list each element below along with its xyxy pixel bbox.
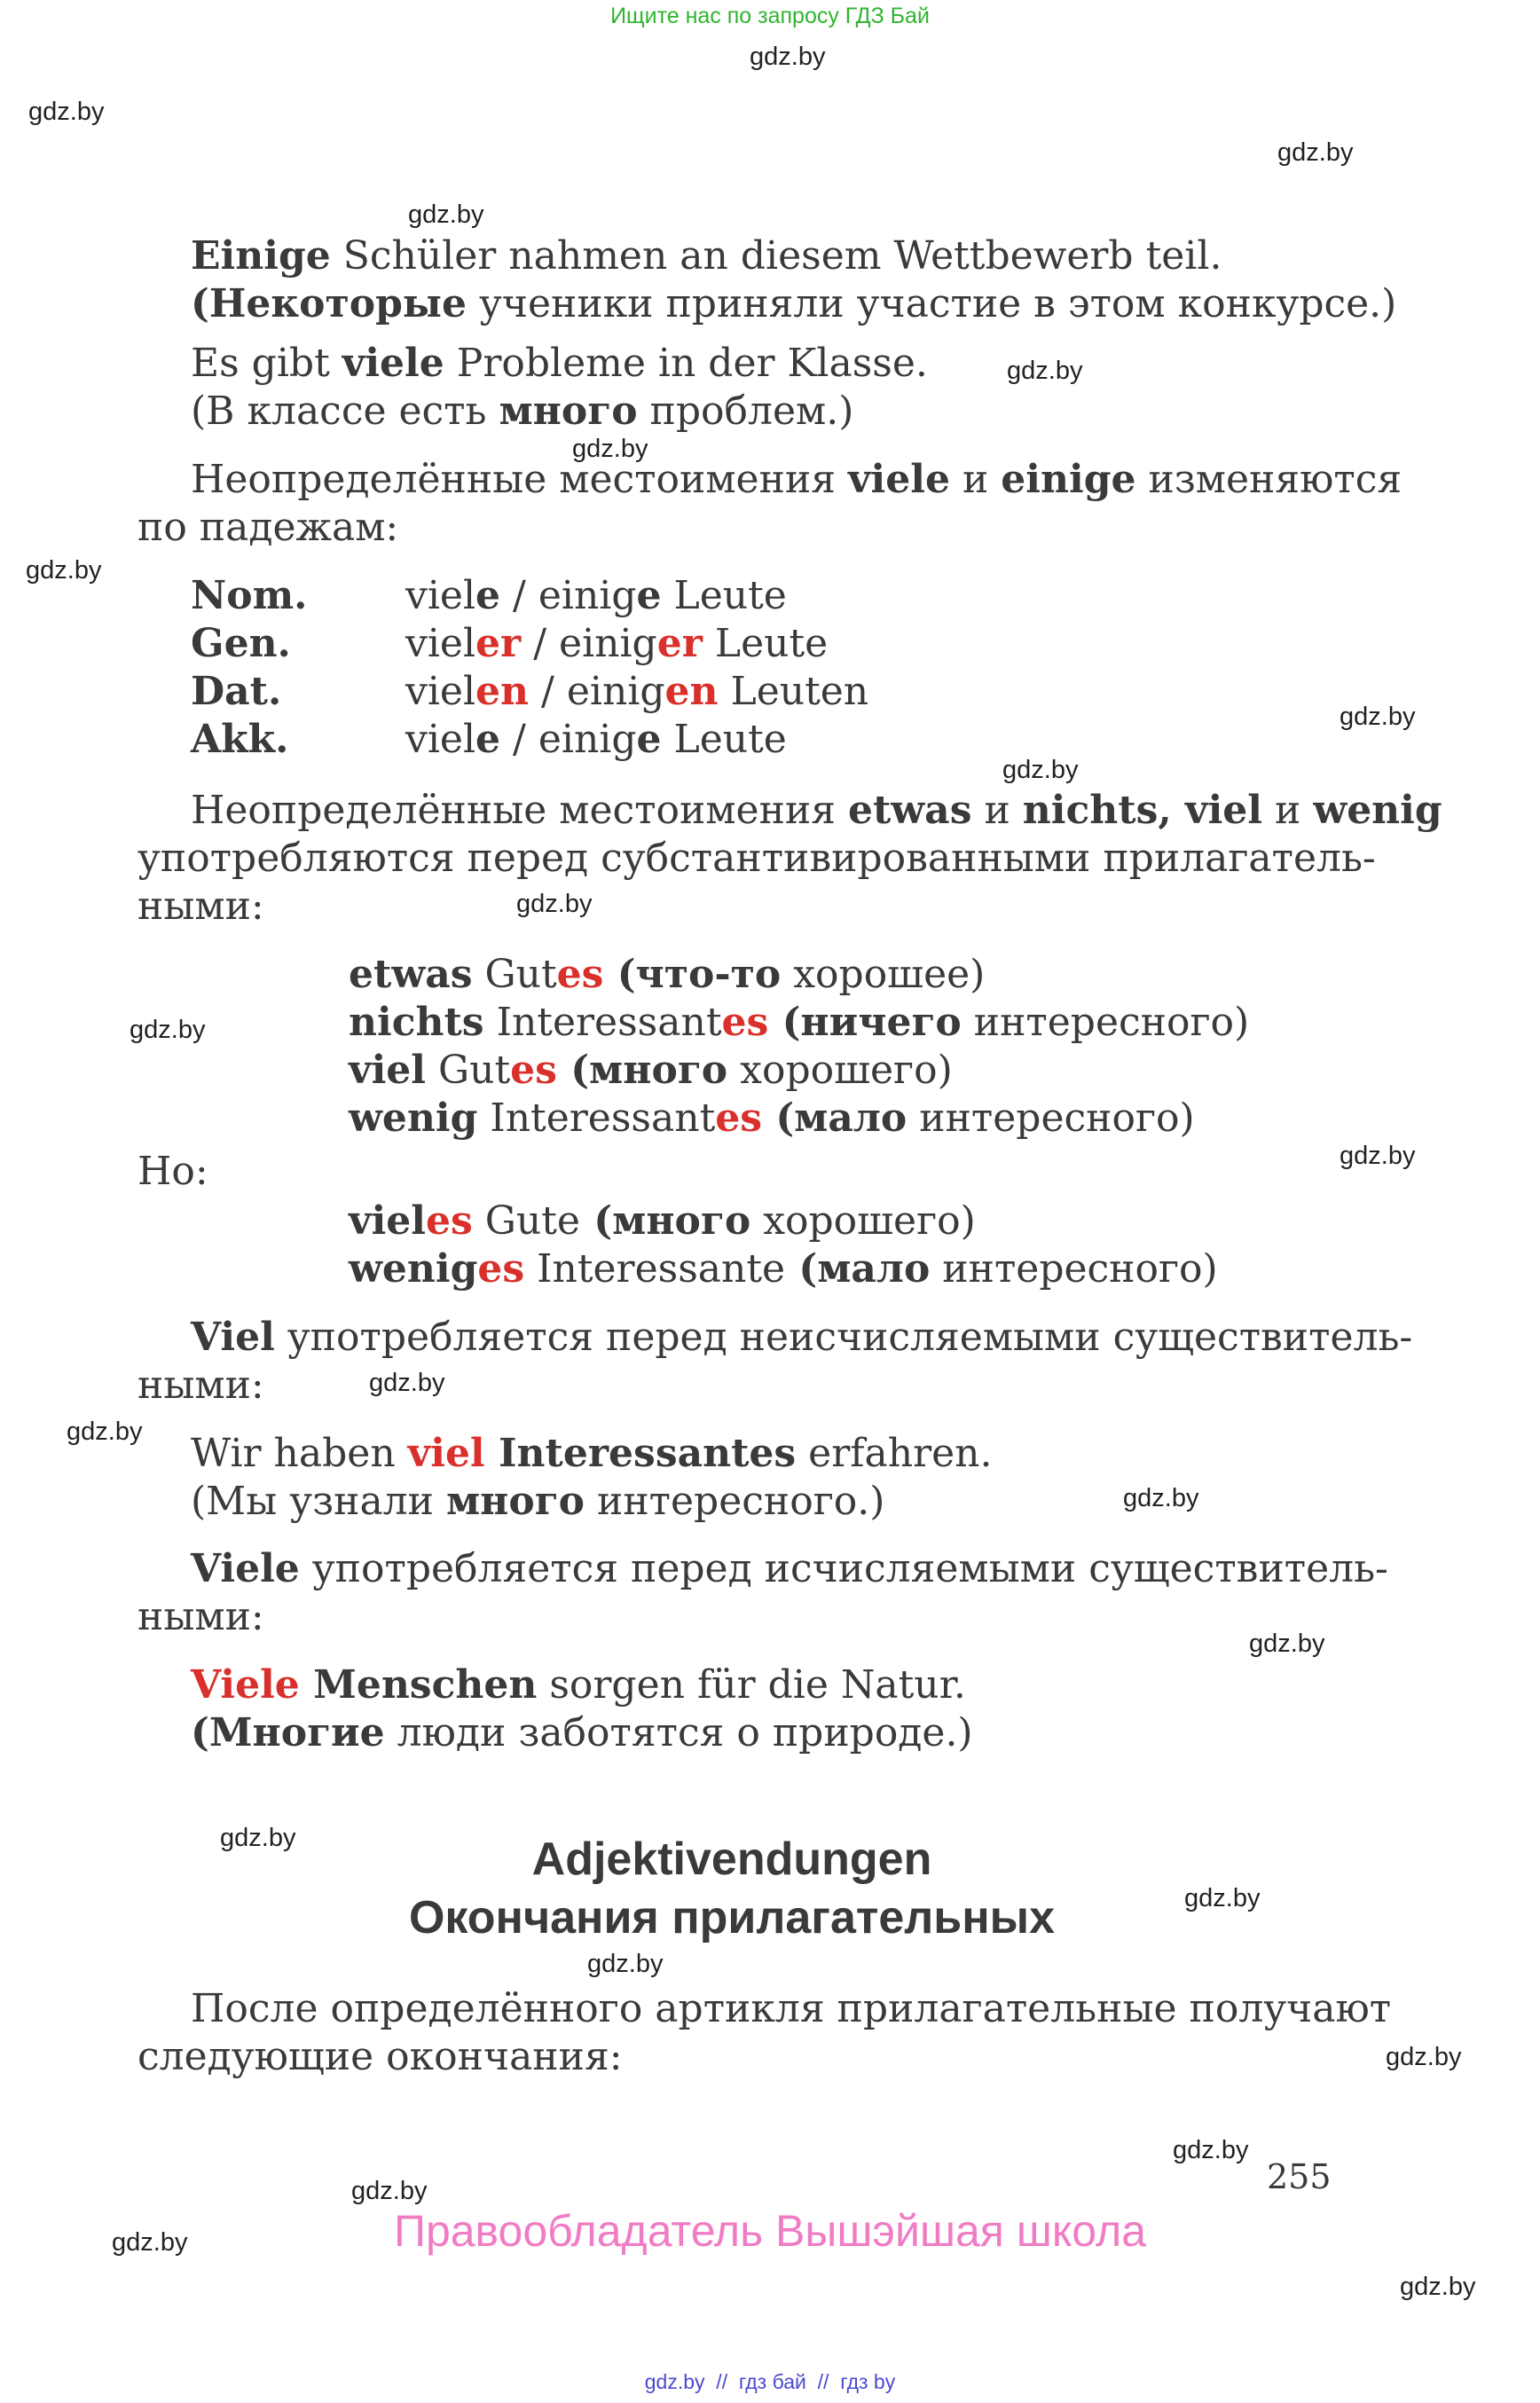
ending: e [475,717,501,762]
watermark: gdz.by [112,2228,188,2257]
watermark: gdz.by [220,1824,296,1852]
bold-word: viele [342,341,444,386]
bold-word: Viele [191,1546,300,1591]
footer-links[interactable]: gdz.by // гдз бай // гдз by [644,2370,896,2393]
bold-word: nichts [349,1000,484,1045]
bold-word: Viel [191,1315,275,1360]
text: Gut [426,1048,511,1093]
watermark: gdz.by [26,556,102,585]
case-value [405,668,868,716]
example-3-de [191,1430,993,1478]
watermark: gdz.by [572,435,648,463]
highlight-red: Viele [191,1662,300,1708]
watermark: gdz.by [130,1016,206,1044]
bold-word: Menschen [299,1662,538,1708]
rule-2-line-2 [138,835,1376,883]
rule-5-line-2: следующие окончания: [138,2034,623,2079]
copyright-notice: Правообладатель Вышэйшая школа [394,2206,1146,2256]
bold-word: (ничего [768,1000,962,1045]
text: Leuten [718,669,869,714]
watermark: gdz.by [750,43,826,71]
text: употребляется перед неисчисляемыми существитель- [274,1315,1413,1360]
example-row [349,1198,976,1245]
text: Leute [661,717,787,762]
bold-word: много [445,1479,585,1524]
case-label: Gen. [191,621,291,666]
bold-word: (мало [785,1246,931,1292]
text: интересного) [930,1246,1218,1292]
bold-word: (Многие [191,1710,385,1755]
rule-5-line-1 [191,1985,1392,2033]
case-value [405,716,787,764]
bold-word: wenig [349,1246,478,1292]
ending-red: es [715,1095,763,1141]
bold-word: Interessantes [484,1431,797,1476]
text: viel [405,573,476,618]
ending-red: es [510,1048,557,1093]
bold-word: nichts, viel [1022,788,1262,833]
example-row [349,1047,953,1095]
rule-3-justified [191,1314,1413,1362]
watermark: gdz.by [1386,2043,1462,2071]
text: (В классе есть [191,389,499,434]
rule-1-line-2: по падежам: [138,505,399,550]
example-1-de [191,232,1222,280]
bold-word: (мало [762,1095,908,1141]
case-value [405,620,828,668]
bold-word: wenig [349,1095,478,1141]
text: Leute [661,573,787,618]
text: Gute [472,1198,580,1244]
watermark: gdz.by [1249,1629,1325,1658]
case-label: Nom. [191,573,308,618]
text: интересного) [907,1095,1195,1141]
text: Interessant [477,1095,716,1141]
example-row [349,1095,1195,1143]
example-3-ru [191,1478,884,1526]
rule-2-line-3: ными: [138,883,264,929]
text: sorgen für die Natur. [537,1662,966,1708]
rule-4-line-2: ными: [138,1594,264,1639]
ending: e [636,573,662,618]
text: интересного.) [585,1479,885,1524]
watermark: gdz.by [1007,357,1083,385]
bold-word: einige [1001,457,1136,502]
case-label: Dat. [191,669,282,714]
watermark: gdz.by [408,200,484,229]
text: Probleme in der Klasse. [444,341,928,386]
text: употребляются перед субстантивированными прилагатель- [138,836,1376,881]
watermark: gdz.by [67,1417,143,1446]
text: хорошее) [781,952,986,997]
ending-red: en [664,669,719,714]
but-label: Но: [138,1149,208,1194]
bold-word: (что-то [603,952,782,997]
text: viel [405,621,476,666]
text: ученики приняли участие в этом конкурсе.) [467,281,1397,326]
rule-1-justified [191,456,1402,504]
ending-red: en [475,669,530,714]
rule-2-line-1 [191,787,1442,835]
case-value [405,572,787,620]
rule-1-line-1 [191,456,1402,504]
ending-red: es [556,952,604,997]
watermark: gdz.by [1400,2273,1476,2301]
text: Interessante [524,1246,786,1292]
text: проблем.) [637,389,854,434]
text: хорошего) [727,1048,953,1093]
ending-red: es [477,1246,525,1292]
ending-red: es [721,1000,769,1045]
watermark: gdz.by [1184,1884,1261,1912]
watermark: gdz.by [1340,703,1416,731]
case-label: Akk. [191,717,289,762]
text: хорошего) [750,1198,976,1244]
example-row [349,999,1249,1047]
text: употребляется перед исчисляемыми существитель- [299,1546,1388,1591]
section-heading-ru: Окончания прилагательных [408,1892,1056,1944]
text: и [1262,788,1314,833]
example-row [349,951,985,999]
watermark: gdz.by [1173,2136,1249,2164]
bold-word: Einige [191,233,331,279]
example-2-ru [191,388,853,436]
text: / einig [500,573,637,618]
text: Interessant [483,1000,722,1045]
text: Schüler nahmen an diesem Wettbewerb teil. [330,233,1222,279]
ending-red: er [475,621,522,666]
bold-word: много [499,389,638,434]
rule-4-line-1 [191,1545,1388,1593]
text: изменяются [1135,457,1402,502]
text: Leute [702,621,829,666]
bold-word: etwas [349,952,473,997]
text: (Мы узнали [191,1479,446,1524]
text: После определённого артикля прилагательные получают [191,1986,1392,2031]
text: Неопределённые местоимения [191,457,848,502]
bold-word: (много [579,1198,751,1244]
watermark: gdz.by [1340,1142,1416,1170]
text: / einig [500,717,637,762]
watermark: gdz.by [1002,756,1079,784]
section-heading-de: Adjektivendungen [531,1834,932,1885]
example-1-ru [191,280,1396,328]
example-4-de [191,1661,966,1709]
top-banner: Ищите нас по запросу ГДЗ Бай [610,4,930,28]
text: viel [405,669,476,714]
rule-4-justified [191,1545,1388,1593]
watermark: gdz.by [1277,138,1354,167]
text: / einig [521,621,657,666]
text: и [971,788,1023,833]
text: люди заботятся о природе.) [384,1710,973,1755]
example-2-de [191,340,928,388]
example-4-ru [191,1709,973,1757]
watermark: gdz.by [516,890,593,918]
text: Gut [472,952,557,997]
example-row [349,1245,1218,1293]
bold-word: (Некоторые [191,281,467,326]
rule-2-justified [191,787,1442,835]
watermark: gdz.by [28,98,105,126]
bold-word: viel [349,1198,426,1244]
watermark: gdz.by [369,1369,445,1397]
bold-word: (много [556,1048,728,1093]
watermark: gdz.by [351,2177,428,2205]
text: viel [405,717,476,762]
highlight-red: viel [407,1431,485,1476]
watermark: gdz.by [1123,1484,1199,1512]
text: и [949,457,1002,502]
text: Es gibt [191,341,342,386]
ending-red: er [656,621,703,666]
text: Неопределённые местоимения [191,788,848,833]
text: Wir haben [191,1431,408,1476]
ending-red: es [426,1198,473,1244]
bold-word: wenig [1313,788,1442,833]
ending: e [636,717,662,762]
page-number: 255 [1267,2157,1332,2196]
rule-3-line-2: ными: [138,1362,264,1408]
bold-word: viel [349,1048,426,1093]
text: erfahren. [796,1431,993,1476]
rule-3-line-1 [191,1314,1413,1362]
bold-word: etwas [847,788,972,833]
watermark: gdz.by [587,1950,664,1978]
ending: e [475,573,501,618]
bold-word: viele [847,457,950,502]
text: интересного) [961,1000,1250,1045]
text: / einig [529,669,665,714]
